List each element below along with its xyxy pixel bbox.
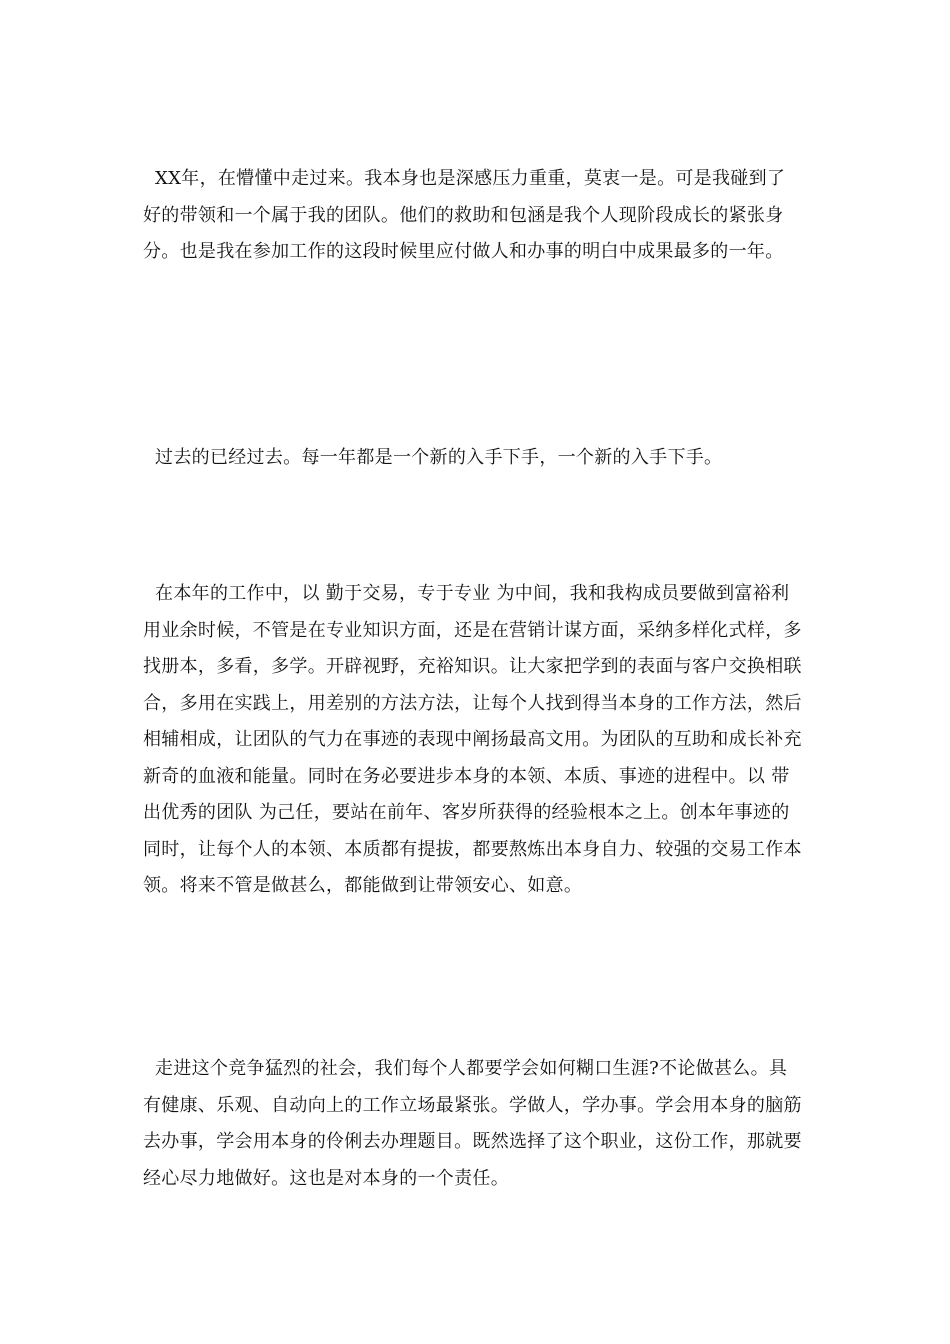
paragraph-4: 走进这个竞争猛烈的社会，我们每个人都要学会如何糊口生涯?不论做甚么。具有健康、乐观、自动向上的工作立场最紧张。学做人，学办事。学会用本身的脑筋去办事，学会用本身的伶俐去办理题目。既然选择了这个职业，这份工作，那就要经心尽力地做好。这也是对本身的一个责任。 — [143, 1058, 802, 1189]
paragraph-3: 在本年的工作中，以 勤于交易，专于专业 为中间，我和我构成员要做到富裕利用业余时候，不管是在专业知识方面，还是在营销计谋方面，采纳多样化式样，多找册本，多看，多学。开辟视野，充裕知识。让大家把学到的表面与客户交换相联合，多用在实践上，用差别的方法方法，让每个人找到得当本身的工作方法，然后相辅相成，让团队的气力在事迹的表现中阐扬最高文用。为团队的互助和成长补充新奇的血液和能量。同时在务必要进步本身的本领、本质、事迹的进程中。以 带出优秀的团队 为己任，要站在前年、客岁所获得的经验根本之上。创本年事迹的同时，让每个人的本领、本质都有提拔，都要熬炼出本身自力、较强的交易工作本领。将来不管是做甚么，都能做到让带领安心、如意。 — [143, 583, 802, 896]
paragraph-2: 过去的已经过去。每一年都是一个新的入手下手，一个新的入手下手。 — [143, 447, 723, 468]
paragraph-1: XX年，在懵懂中走过来。我本身也是深感压力重重，莫衷一是。可是我碰到了好的带领和一个属于我的团队。他们的救助和包涵是我个人现阶段成长的紧张身分。也是我在参加工作的这段时候里应付做人和办事的明白中成果最多的一年。 — [143, 168, 786, 262]
